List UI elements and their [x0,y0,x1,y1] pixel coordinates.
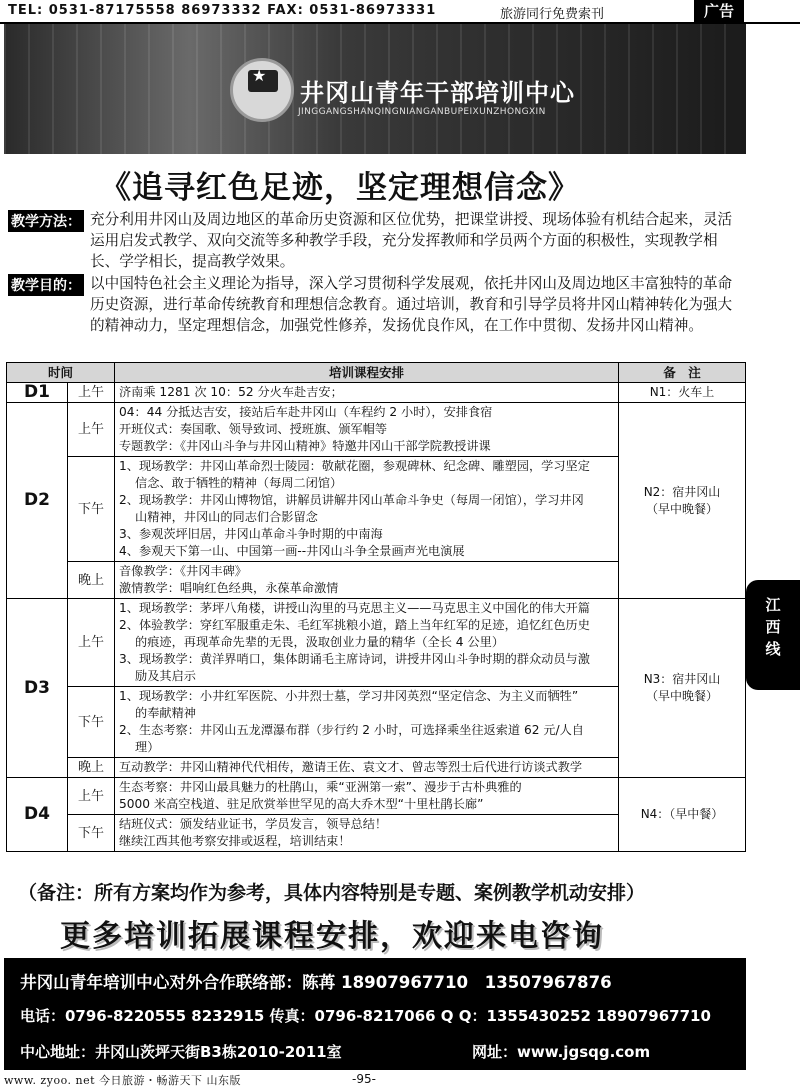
ad-tag: 广告 [694,0,744,22]
header-content: 培训课程安排 [115,363,619,383]
content-line: 开班仪式：奏国歌、领导致词、授班旗、颁军帽等 [119,422,388,436]
period-label: 上午 [68,599,115,687]
schedule-table [6,362,746,852]
note-cell [619,599,746,778]
table-row [7,778,746,815]
remark-note: （备注：所有方案均作为参考，具体内容特别是专题、案例教学机动安排） [18,882,646,904]
period-label: 下午 [68,457,115,562]
session-content [115,457,619,562]
header-time: 时间 [7,363,115,383]
content-line: 专题教学：《井冈山斗争与井冈山精神》特邀井冈山干部学院教授讲课 [119,439,491,453]
content-line: 励及其启示 [119,669,196,683]
period-label: 晚上 [68,562,115,599]
liaison-line: 井冈山青年培训中心对外合作联络部：陈苒 18907967710 13507967876 [20,973,612,992]
session-content [115,403,619,457]
slogan: 《追寻红色足迹，坚定理想信念》 [100,170,580,206]
content-line: 1、现场教学：茅坪八角楼，讲授山沟里的马克思主义——马克思主义中国化的伟大开篇 [119,601,590,615]
content-line: 2、生态考察：井冈山五龙潭瀑布群（步行约 2 小时，可选择乘坐往返索道 62 元/人自 [119,723,584,737]
header-note: 备 注 [619,363,746,383]
content-line: 3、现场教学：黄洋界哨口，集体朗诵毛主席诗词，讲授井冈山斗争时期的群众动员与激 [119,652,590,666]
method-label: 教学方法： [8,210,84,232]
content-line: 2、体验教学：穿红军服重走朱、毛红军挑粮小道，踏上当年红军的足迹，追忆红色历史 [119,618,590,632]
content-line: 2、现场教学：井冈山博物馆，讲解员讲解井冈山革命斗争史（每周一闭馆），学习井冈 [119,493,584,507]
content-line: 山精神，井冈山的同志们合影留念 [119,510,318,524]
period-label: 晚上 [68,758,115,778]
session-content [115,758,619,778]
content-line: 激情教学：唱响红色经典，永葆革命激情 [119,581,339,595]
method-text: 充分利用井冈山及周边地区的革命历史资源和区位优势，把课堂讲授、现场体验有机结合起来，灵活运用启发式教学、双向交流等多种教学手段，充分发挥教师和学员两个方面的积极性，实现教学相长、学学相长，提高教学效果。 [90,211,733,270]
org-name-pinyin: JINGGANGSHANQINGNIANGANBUPEIXUNZHONGXIN [298,107,546,117]
content-line: 1、现场教学：小井红军医院、小井烈士墓，学习井冈英烈“坚定信念、为主义而牺牲” [119,689,579,703]
content-line: 5000 米高空栈道、驻足欣赏举世罕见的高大乔木型“十里杜鹃长廊” [119,797,484,811]
page-number: -95- [352,1072,376,1086]
session-content [115,815,619,852]
side-tab-char: 江 [765,596,781,614]
phone-line: 电话：0796-8220555 8232915 传真：0796-8217066 Q Q：1355430252 18907967710 [20,1007,711,1025]
content-line: 1、现场教学：井冈山革命烈士陵园：敬献花圈，参观碑林、纪念碑、雕塑园，学习坚定 [119,459,590,473]
session-content [115,778,619,815]
session-content [115,562,619,599]
address-line: 中心地址：井冈山茨坪天街B3栋2010-2011室 [20,1043,342,1061]
content-line: 信念、敢于牺牲的精神（每周二闭馆） [119,476,343,490]
promo-headline: 更多培训拓展课程安排，欢迎来电咨询 [60,919,604,954]
day-label: D1 [7,383,68,403]
org-name: 井冈山青年干部培训中心 [300,79,575,107]
table-header-row [7,363,746,383]
period-label: 下午 [68,687,115,758]
side-tab-text [746,594,800,660]
content-line: 互动教学：井冈山精神代代相传，邀请王佐、袁文才、曾志等烈士后代进行访谈式教学 [119,760,583,774]
content-line: 的奉献精神 [119,706,196,720]
table-row [7,383,746,403]
note-line: N3：宿井冈山 [643,672,721,686]
content-line: 音像教学：《井冈丰碑》 [119,564,247,578]
content-line: 济南乘 1281 次 10：52 分火车赴吉安； [119,385,343,399]
footer-text: www. zyoo. net 今日旅游・畅游天下 山东版 [4,1074,241,1087]
goal-label: 教学目的： [8,274,84,296]
header-contact: TEL: 0531-87175558 86973332 FAX: 0531-86973331 [8,3,437,18]
region-side-tab [746,580,800,690]
session-content [115,383,619,403]
content-line: 4、参观天下第一山、中国第一画--井冈山斗争全景画声光电演展 [119,544,465,558]
day-label: D2 [7,403,68,599]
header-free-index: 旅游同行免费索刊 [500,7,605,22]
table-row [7,403,746,457]
content-line: 04：44 分抵达吉安，接站后车赴井冈山（车程约 2 小时），安排食宿 [119,405,493,419]
table-row [7,599,746,687]
day-label: D3 [7,599,68,778]
note-cell: N1：火车上 [619,383,746,403]
side-tab-char: 西 [765,618,781,636]
content-line: 继续江西其他考察安排或返程，培训结束！ [119,834,351,848]
period-label: 上午 [68,383,115,403]
session-content [115,599,619,687]
session-content [115,687,619,758]
note-line: N2：宿井冈山 [643,484,721,499]
note-line: （早中晚餐） [645,689,718,703]
period-label: 上午 [68,778,115,815]
period-label: 上午 [68,403,115,457]
period-label: 下午 [68,815,115,852]
star-icon: ★ [252,66,267,85]
website-line: 网址：www.jgsqg.com [472,1043,651,1061]
content-line: 3、参观茨坪旧居，井冈山革命斗争时期的中南海 [119,527,383,541]
side-tab-char: 线 [765,640,781,658]
content-line: 生态考察：井冈山最具魅力的杜鹃山，乘“亚洲第一索”、漫步于古朴典雅的 [119,780,522,794]
note-line: （早中晚餐） [645,501,718,516]
content-line: 理） [119,740,160,754]
note-cell: N4：（早中餐） [619,778,746,852]
content-line: 结班仪式：颁发结业证书，学员发言，领导总结！ [119,817,388,831]
day-label: D4 [7,778,68,852]
content-line: 的痕迹，再现革命先辈的无畏，汲取创业力量的精华（全长 4 公里） [119,635,505,649]
note-cell [619,403,746,599]
goal-text: 以中国特色社会主义理论为指导，深入学习贯彻科学发展观，依托井冈山及周边地区丰富独特的革命历史资源，进行革命传统教育和理想信念教育。通过培训，教育和引导学员将井冈山精神转化为强大的精神动力，坚定理想信念，加强党性修养，发扬优良作风，在工作中贯彻、发扬井冈山精神。 [90,275,733,334]
